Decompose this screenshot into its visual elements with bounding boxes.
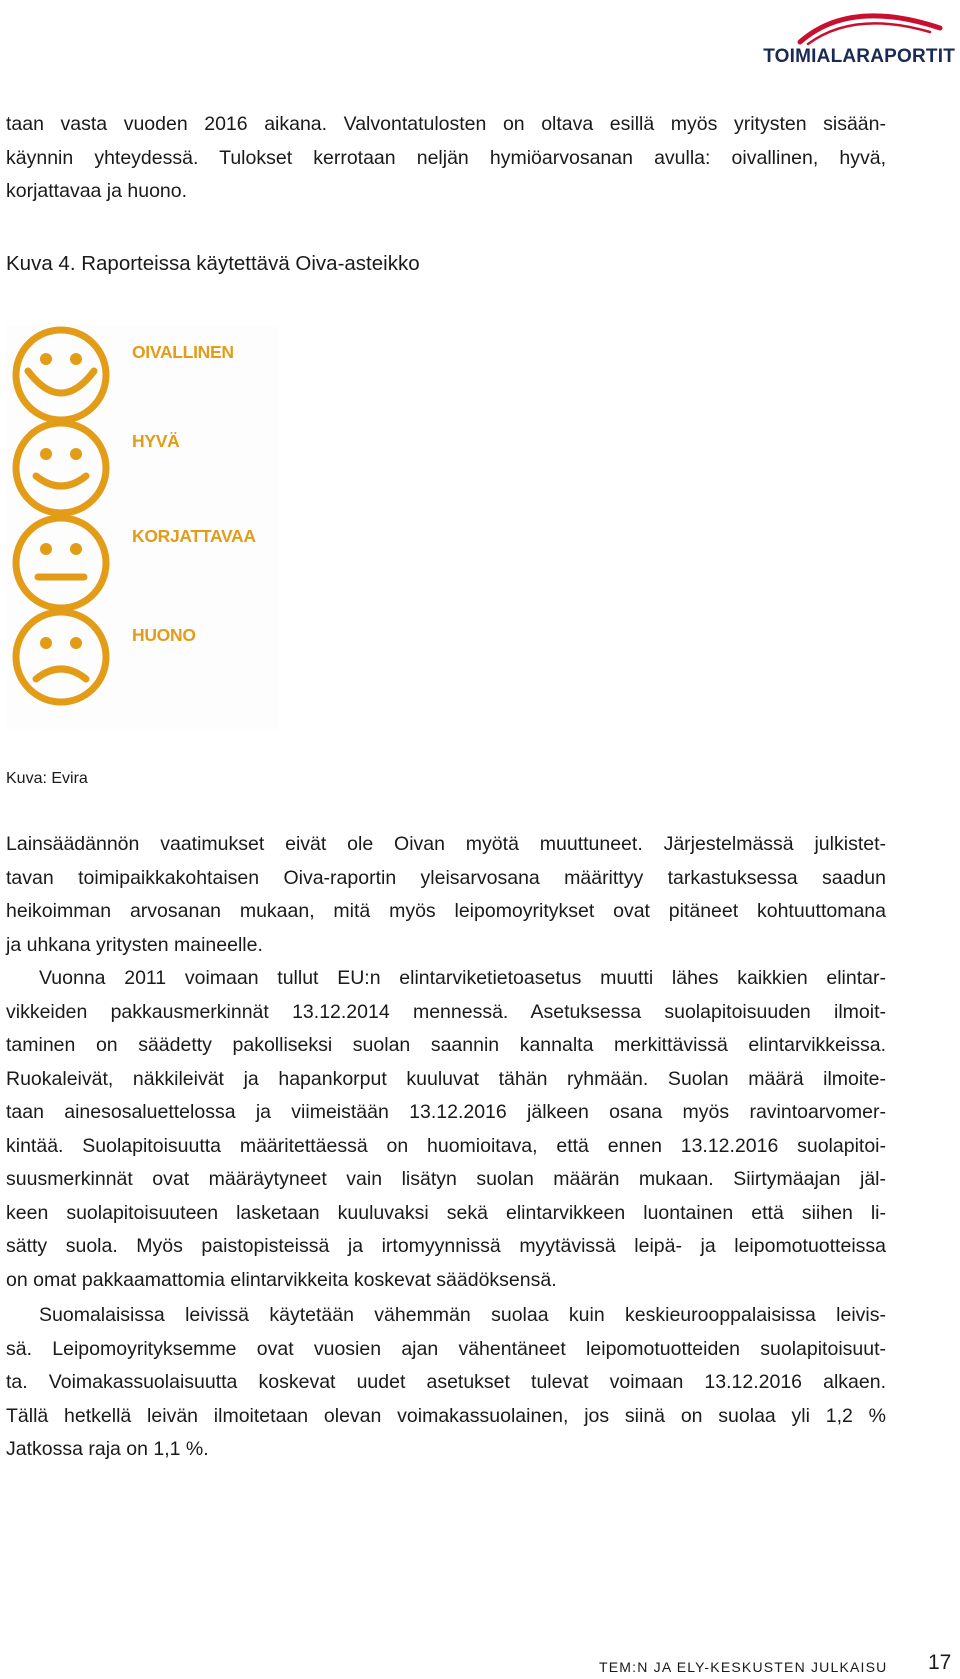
text-line: taan vasta vuoden 2016 aikana. Valvontatulosten on oltava esillä myös yritysten sisään-	[6, 113, 886, 135]
big-smile-face-icon	[6, 325, 116, 425]
logo-text: TOIMIALARAPORTIT	[763, 46, 955, 67]
page-number: 17	[928, 1651, 952, 1674]
text-line: taan ainesosaluettelossa ja viimeistään 13.12.2016 jälkeen osana myös ravintoarvomer-	[6, 1101, 886, 1123]
scale-row-oivallinen	[6, 325, 278, 420]
text-line: ja uhkana yritysten maineelle.	[6, 933, 263, 956]
text-line: Tällä hetkellä leivän ilmoitetaan olevan voimakassuolainen, jos siinä on suolaa yli 1,2 %	[6, 1404, 886, 1427]
footer-publication: TEM:N JA ELY-KESKUSTEN JULKAISU	[599, 1659, 888, 1675]
scale-row-hyva	[6, 418, 278, 513]
scale-row-huono	[6, 607, 278, 702]
logo-arc-icon	[790, 4, 950, 48]
scale-label: HUONO	[132, 625, 196, 645]
figure-caption: Kuva 4. Raporteissa käytettävä Oiva-asteikko	[6, 252, 420, 275]
publisher-logo	[760, 4, 955, 74]
text-line: Jatkossa raja on 1,1 %.	[6, 1438, 209, 1460]
text-line: tavan toimipaikkakohtaisen Oiva-raportin yleisarvosana määrittyy tarkastuksessa saadun	[6, 866, 886, 889]
frown-face-icon	[6, 607, 116, 707]
body-paragraph-2	[6, 962, 886, 1297]
text-line: keen suolapitoisuuteen lasketaan kuuluvaksi sekä elintarvikkeen luontainen että siihen li-	[6, 1201, 886, 1224]
intro-paragraph	[6, 108, 886, 209]
figure-source: Kuva: Evira	[6, 770, 88, 787]
neutral-face-icon	[6, 513, 116, 613]
text-line: kintää. Suolapitoisuutta määritettäessä on huomioitava, että ennen 13.12.2016 suolapitoi-	[6, 1134, 886, 1157]
text-line: sätty suola. Myös paistopisteissä ja irtomyynnissä myytävissä leipä- ja leipomotuotteissa	[6, 1235, 886, 1257]
scale-label: KORJATTAVAA	[132, 526, 256, 546]
text-line: suusmerkinnät ovat määräytyneet vain lisätyn suolan määrän mukaan. Siirtymäajan jäl-	[6, 1168, 886, 1190]
body-paragraph-1	[6, 828, 886, 962]
text-line: taminen on säädetty pakolliseksi suolan saannin kannalta merkittävissä elintarvikkeissa.	[6, 1034, 886, 1056]
body-paragraph-3	[6, 1299, 886, 1467]
text-line: Suomalaisissa leivissä käytetään vähemmän suolaa kuin keskieurooppalaisissa leivis-	[39, 1304, 886, 1326]
text-line: sä. Leipomoyrityksemme ovat vuosien ajan vähentäneet leipomotuotteiden suolapitoisuut-	[6, 1337, 886, 1360]
smile-face-icon	[6, 418, 116, 518]
text-line: ta. Voimakassuolaisuutta koskevat uudet asetukset tulevat voimaan 13.12.2016 alkaen.	[6, 1371, 886, 1393]
text-line: Vuonna 2011 voimaan tullut EU:n elintarviketietoasetus muutti lähes kaikkien elintar-	[39, 967, 886, 989]
text-line: Ruokaleivät, näkkileivät ja hapankorput kuuluvat tähän ryhmään. Suolan määrä ilmoite-	[6, 1067, 886, 1090]
text-line: heikoimman arvosanan mukaan, mitä myös leipomoyritykset ovat pitäneet kohtuuttomana	[6, 900, 886, 922]
text-line: korjattavaa ja huono.	[6, 180, 188, 202]
text-line: käynnin yhteydessä. Tulokset kerrotaan neljän hymiöarvosanan avulla: oivallinen, hyvä,	[6, 146, 886, 169]
scale-label: HYVÄ	[132, 431, 180, 451]
text-line: Lainsäädännön vaatimukset eivät ole Oivan myötä muuttuneet. Järjestelmässä julkistet-	[6, 833, 886, 855]
text-line: vikkeiden pakkausmerkinnät 13.12.2014 mennessä. Asetuksessa suolapitoisuuden ilmoit-	[6, 1000, 886, 1023]
scale-row-korjattavaa	[6, 513, 278, 608]
scale-label: OIVALLINEN	[132, 342, 234, 362]
text-line: on omat pakkaamattomia elintarvikkeita koskevat säädöksensä.	[6, 1268, 557, 1291]
oiva-scale-figure	[6, 325, 278, 730]
